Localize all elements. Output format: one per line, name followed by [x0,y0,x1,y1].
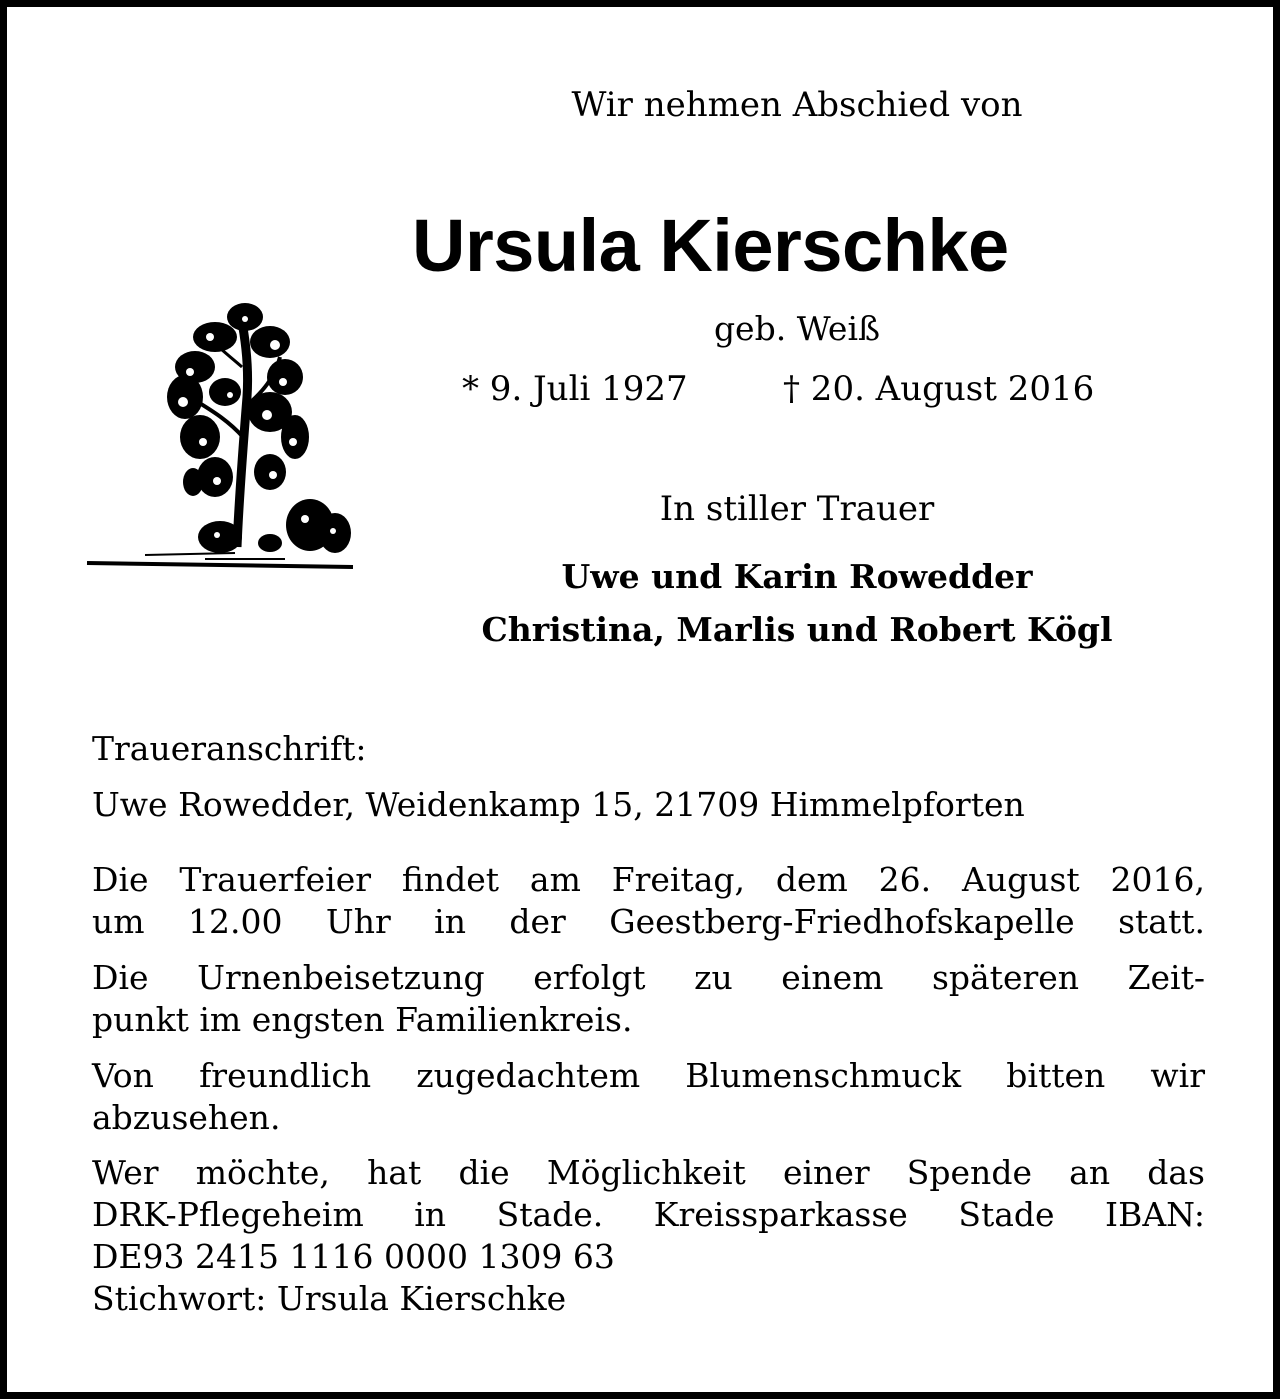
birth-date: * 9. Juli 1927 [462,369,688,409]
address-label: Traueranschrift: [92,729,367,768]
birth-name: geb. Weiß [713,309,881,348]
death-date: † 20. August 2016 [783,369,1095,409]
donation-paragraph [92,1152,1205,1320]
paragraph-line: punkt im engsten Familienkreis. [92,1000,633,1039]
iban-line: DE93 2415 1116 0000 1309 63 [92,1237,615,1276]
intro-text: Wir nehmen Abschied von [571,85,1023,125]
paragraph-line: abzusehen. [92,1098,281,1137]
paragraph-line: Von freundlich zugedachtem Blumenschmuck bitten wir [92,1056,1205,1095]
mourning-address: Uwe Rowedder, Weidenkamp 15, 21709 Himmelpforten [92,785,1025,824]
urn-burial-paragraph [92,957,1205,1041]
paragraph-line: DRK-Pflegeheim in Stade. Kreissparkasse Stade IBAN: [92,1195,1205,1234]
paragraph-line: Die Urnenbeisetzung erfolgt zu einem späteren Zeit- [92,958,1205,997]
deceased-name: Ursula Kierschke [412,204,1009,287]
mourner-line: Uwe und Karin Rowedder [561,557,1033,596]
paragraph-line: Die Trauerfeier findet am Freitag, dem 26. August 2016, [92,860,1205,899]
mourner-line: Christina, Marlis und Robert Kögl [481,610,1113,649]
flowers-paragraph [92,1055,1205,1139]
paragraph-line: um 12.00 Uhr in der Geestberg-Friedhofskapelle statt. [92,902,1205,941]
keyword-line: Stichwort: Ursula Kierschke [92,1279,567,1318]
paragraph-line: Wer möchte, hat die Möglichkeit einer Spende an das [92,1153,1205,1192]
mourning-phrase: In stiller Trauer [659,489,935,529]
funeral-service-paragraph [92,859,1205,943]
